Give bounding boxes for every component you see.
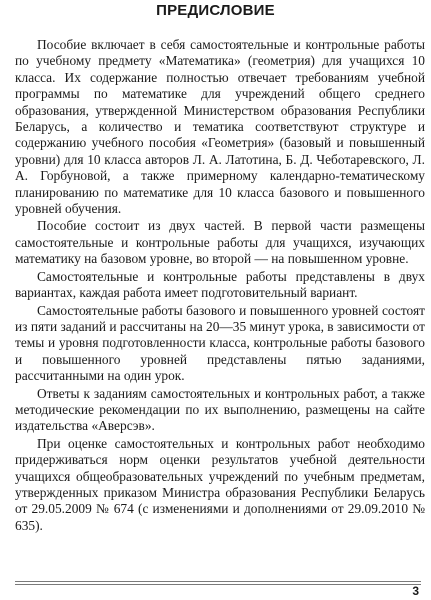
body-text bbox=[15, 37, 425, 535]
paragraph-assessment: При оценке самостоятельных и контрольных работ необходимо придерживаться норм оценки результатов учебной деятельности учащихся общеобразовательных учреждений по учебным предметам, утвержденных приказом Министра образования Республики Беларусь от 29.05.2009 № 674 (с изменениями и дополнениями от 29.09.2010 № 635). bbox=[15, 435, 425, 533]
footer-rule-bottom bbox=[15, 584, 421, 585]
paragraph-structure: Пособие состоит из двух частей. В первой части размещены самостоятельные и контрольные работы для учащихся, изучающих математику на базовом уровне, во второй — на повышенном уровне. bbox=[15, 218, 425, 267]
paragraph-intro: Пособие включает в себя самостоятельные и контрольные работы по учебному предмету «Математика» (геометрия) для учащихся 10 класса. Их содержание полностью отвечает требованиям учебной программы по математике для учреждений общего среднего образования, утвержденной Министерством образования Республики Беларусь, а количество и тематика соответствуют структуре и содержанию учебного пособия «Геометрия» (базовый и повышенный уровни) для 10 класса авторов Л. А. Латотина, Б. Д. Чеботаревского, Л. А. Горбуновой, а также примерному календарно-тематическому планированию по математике для 10 класса базового и повышенного уровней обучения. bbox=[15, 37, 425, 217]
paragraph-tasks: Самостоятельные работы базового и повышенного уровней состоят из пяти заданий и рассчитаны на 20—35 минут урока, в зависимости от темы и уровня подготовленности класса, контрольные работы базового и повышенного уровней представлены пятью заданиями, рассчитанными на один урок. bbox=[15, 302, 425, 384]
paragraph-variants: Самостоятельные и контрольные работы представлены в двух вариантах, каждая работа имеет подготовительный вариант. bbox=[15, 268, 425, 301]
page-title: ПРЕДИСЛОВИЕ bbox=[156, 2, 275, 19]
paragraph-answers: Ответы к заданиям самостоятельных и контрольных работ, а также методические рекомендации по их выполнению, размещены на сайте издательства «Аверсэв». bbox=[15, 385, 425, 434]
footer-rule-top bbox=[15, 581, 421, 582]
page-number: 3 bbox=[412, 584, 419, 598]
